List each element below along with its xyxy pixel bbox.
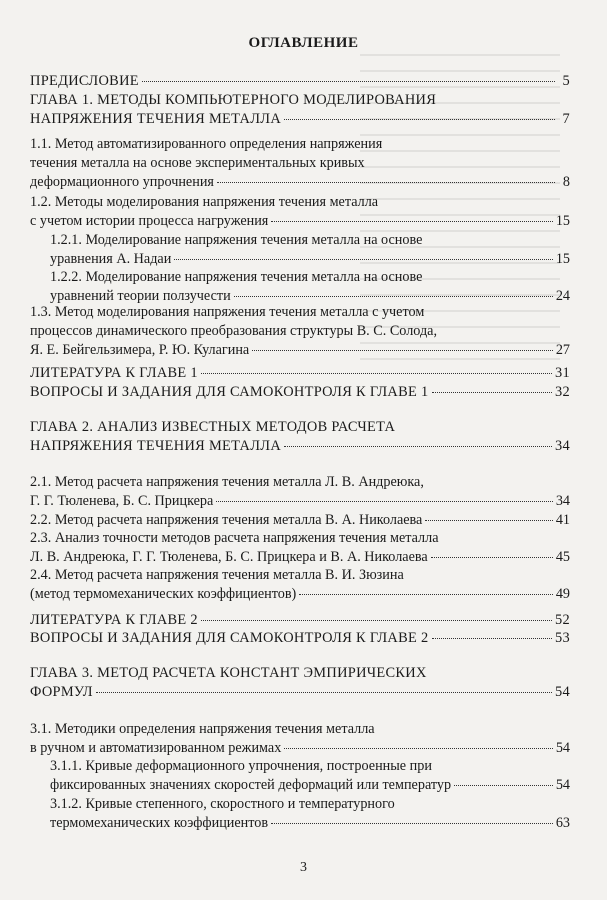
- toc-entry-last-line: [30, 585, 570, 604]
- toc-page-number: 27: [555, 342, 570, 358]
- dot-leader: [271, 221, 552, 222]
- toc-entry[interactable]: [30, 529, 570, 567]
- toc-entry-line: ГЛАВА 2. АНАЛИЗ ИЗВЕСТНЫХ МЕТОДОВ РАСЧЕТА: [30, 419, 396, 435]
- toc-entry-last-line: [30, 212, 570, 231]
- toc-entry-line: 1.3. Метод моделирования напряжения течения металла с учетом: [30, 304, 425, 320]
- toc-entry-last-line: [30, 683, 570, 702]
- dot-leader: [432, 638, 553, 639]
- toc-entry-line: 2.3. Анализ точности методов расчета напряжения течения металла: [30, 530, 439, 546]
- toc-entry-line: течения металла на основе экспериментальных кривых: [30, 155, 365, 171]
- toc-entry-text: ВОПРОСЫ И ЗАДАНИЯ ДЛЯ САМОКОНТРОЛЯ К ГЛАВЕ 2: [30, 630, 429, 646]
- toc-entry[interactable]: [30, 364, 570, 383]
- toc-entry-line: 3.1.1. Кривые деформационного упрочнения, построенные при: [50, 758, 432, 774]
- toc-page-number: 52: [555, 612, 570, 628]
- toc-entry[interactable]: [50, 757, 570, 795]
- toc-page-number: 63: [555, 815, 570, 831]
- toc-entry-text: ВОПРОСЫ И ЗАДАНИЯ ДЛЯ САМОКОНТРОЛЯ К ГЛАВЕ 1: [30, 384, 429, 400]
- toc-page-number: 7: [562, 111, 570, 127]
- toc-page-number: 31: [555, 365, 570, 381]
- dot-leader: [201, 373, 552, 374]
- toc-entry-text: 2.2. Метод расчета напряжения течения металла В. А. Николаева: [30, 512, 423, 528]
- dot-leader: [299, 594, 553, 595]
- toc-entry-text: с учетом истории процесса нагружения: [30, 213, 269, 229]
- dot-leader: [142, 81, 555, 82]
- toc-entry-last-line: [50, 776, 570, 795]
- toc-entry[interactable]: [50, 231, 570, 269]
- dot-leader: [201, 620, 552, 621]
- toc-page-number: 5: [562, 73, 570, 89]
- dot-leader: [216, 501, 553, 502]
- toc-entry-last-line: [30, 739, 570, 758]
- toc-page-number: 8: [562, 174, 570, 190]
- dot-leader: [252, 350, 553, 351]
- toc-entry-line: 2.1. Метод расчета напряжения течения металла Л. В. Андреюка,: [30, 474, 424, 490]
- toc-entry-line: 1.2.1. Моделирование напряжения течения металла на основе: [50, 232, 423, 248]
- toc-page-number: 54: [555, 740, 570, 756]
- toc-entry-line: 3.1. Методики определения напряжения течения металла: [30, 721, 375, 737]
- toc-page-number: 54: [555, 777, 570, 793]
- toc-entry-text: уравнения А. Надаи: [50, 251, 172, 267]
- toc-entry-line: 1.1. Метод автоматизированного определения напряжения: [30, 136, 383, 152]
- toc-entry[interactable]: [30, 193, 570, 231]
- toc-page-number: 34: [555, 438, 570, 454]
- toc-entry-last-line: [30, 511, 570, 530]
- toc-page-number: 15: [555, 213, 570, 229]
- toc-entry-last-line: [30, 364, 570, 383]
- toc-entry[interactable]: [30, 511, 570, 530]
- toc-entry-line: 2.4. Метод расчета напряжения течения металла В. И. Зюзина: [30, 567, 404, 583]
- dot-leader: [96, 692, 552, 693]
- dot-leader: [271, 823, 553, 824]
- toc-entry[interactable]: [30, 664, 570, 702]
- dot-leader: [217, 182, 555, 183]
- dot-leader: [284, 446, 552, 447]
- toc-entry[interactable]: [30, 611, 570, 630]
- dot-leader: [454, 785, 553, 786]
- toc-entry[interactable]: [30, 418, 570, 456]
- toc-entry-text: НАПРЯЖЕНИЯ ТЕЧЕНИЯ МЕТАЛЛА: [30, 438, 282, 454]
- toc-page-number: 53: [555, 630, 570, 646]
- toc-page-number: 41: [555, 512, 570, 528]
- toc-entry-text: фиксированных значениях скоростей деформаций или температур: [50, 777, 452, 793]
- toc-page-number: 54: [555, 684, 570, 700]
- toc-entry-last-line: [30, 437, 570, 456]
- toc-page-number: 34: [555, 493, 570, 509]
- dot-leader: [284, 119, 555, 120]
- dot-leader: [234, 296, 553, 297]
- toc-entry-text: уравнений теории ползучести: [50, 288, 231, 304]
- toc-entry-line: 1.2.2. Моделирование напряжения течения металла на основе: [50, 269, 423, 285]
- toc-entry-text: НАПРЯЖЕНИЯ ТЕЧЕНИЯ МЕТАЛЛА: [30, 111, 282, 127]
- toc-entry[interactable]: [30, 91, 570, 129]
- toc-entry-last-line: [30, 173, 570, 192]
- toc-entry-last-line: [50, 250, 570, 269]
- toc-entry[interactable]: [30, 303, 570, 360]
- toc-entry-last-line: [30, 383, 570, 402]
- dot-leader: [284, 748, 552, 749]
- toc-page-number: 24: [555, 288, 570, 304]
- toc-entry-line: ГЛАВА 1. МЕТОДЫ КОМПЬЮТЕРНОГО МОДЕЛИРОВАНИЯ: [30, 92, 437, 108]
- toc-entry[interactable]: [30, 383, 570, 402]
- toc-title: ОГЛАВЛЕНИЕ: [248, 35, 359, 51]
- toc-entry-text: деформационного упрочнения: [30, 174, 214, 190]
- toc-entry-line: 3.1.2. Кривые степенного, скоростного и температурного: [50, 796, 395, 812]
- toc-entry-text: Г. Г. Тюленева, Б. С. Прицкера: [30, 493, 214, 509]
- toc-entry-last-line: [30, 110, 570, 129]
- toc-entry-line: процессов динамического преобразования структуры В. С. Солода,: [30, 323, 438, 339]
- toc-entry-text: (метод термомеханических коэффициентов): [30, 586, 297, 602]
- toc-entry-text: ПРЕДИСЛОВИЕ: [30, 73, 139, 89]
- toc-entry[interactable]: [30, 135, 570, 192]
- toc-entry[interactable]: [30, 720, 570, 758]
- toc-page-number: 49: [555, 586, 570, 602]
- toc-entry-text: в ручном и автоматизированном режимах: [30, 740, 282, 756]
- toc-entry[interactable]: [50, 268, 570, 306]
- toc-entry-last-line: [30, 629, 570, 648]
- toc-entry[interactable]: [30, 473, 570, 511]
- toc-entry-last-line: [30, 492, 570, 511]
- toc-entry-text: Я. Е. Бейгельзимера, Р. Ю. Кулагина: [30, 342, 250, 358]
- toc-entry-line: ГЛАВА 3. МЕТОД РАСЧЕТА КОНСТАНТ ЭМПИРИЧЕСКИХ: [30, 665, 427, 681]
- dot-leader: [432, 392, 553, 393]
- dot-leader: [431, 557, 553, 558]
- toc-entry[interactable]: [50, 795, 570, 833]
- toc-entry-text: Л. В. Андреюка, Г. Г. Тюленева, Б. С. Прицкера и В. А. Николаева: [30, 549, 428, 565]
- toc-entry[interactable]: [30, 72, 570, 91]
- toc-entry-last-line: [50, 814, 570, 833]
- page-number: 3: [300, 860, 307, 875]
- toc-entry-last-line: [30, 548, 570, 567]
- toc-entry-line: 1.2. Методы моделирования напряжения течения металла: [30, 194, 379, 210]
- dot-leader: [425, 520, 552, 521]
- toc-entry-text: ЛИТЕРАТУРА К ГЛАВЕ 2: [30, 612, 198, 628]
- toc-entry-last-line: [30, 341, 570, 360]
- toc-entry-text: ЛИТЕРАТУРА К ГЛАВЕ 1: [30, 365, 198, 381]
- dot-leader: [174, 259, 552, 260]
- toc-entry-text: термомеханических коэффициентов: [50, 815, 269, 831]
- toc-entry-last-line: [30, 611, 570, 630]
- toc-entry[interactable]: [30, 566, 570, 604]
- toc-page-number: 32: [555, 384, 570, 400]
- toc-page-number: 15: [555, 251, 570, 267]
- toc-entry-last-line: [30, 72, 570, 91]
- toc-entry[interactable]: [30, 629, 570, 648]
- toc-page-number: 45: [555, 549, 570, 565]
- toc-entry-text: ФОРМУЛ: [30, 684, 93, 700]
